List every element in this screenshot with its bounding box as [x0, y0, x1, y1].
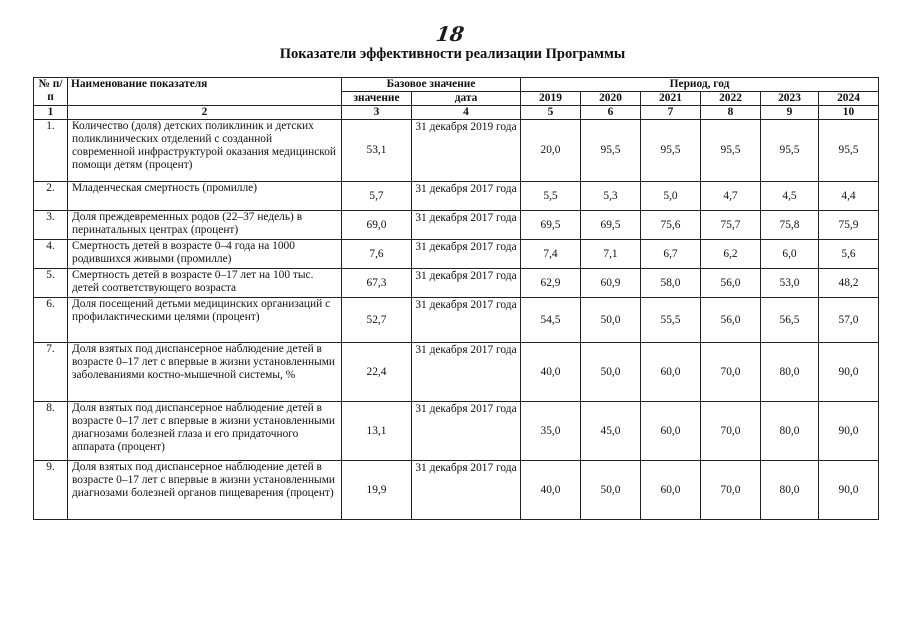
year-value: 40,0	[521, 343, 581, 402]
column-number: 9	[761, 106, 819, 120]
row-number: 7.	[34, 343, 68, 402]
year-value: 40,0	[521, 461, 581, 520]
column-number: 10	[819, 106, 879, 120]
year-value: 50,0	[581, 343, 641, 402]
base-value: 69,0	[342, 211, 412, 240]
base-value: 67,3	[342, 269, 412, 298]
base-date: 31 декабря 2017 года	[412, 240, 521, 269]
year-value: 95,5	[641, 120, 701, 182]
base-date: 31 декабря 2017 года	[412, 461, 521, 520]
base-value: 52,7	[342, 298, 412, 343]
year-value: 4,5	[761, 182, 819, 211]
column-number: 3	[342, 106, 412, 120]
header-base: Базовое значение	[342, 78, 521, 92]
year-value: 75,7	[701, 211, 761, 240]
row-number: 4.	[34, 240, 68, 269]
year-value: 5,0	[641, 182, 701, 211]
base-value: 7,6	[342, 240, 412, 269]
year-value: 57,0	[819, 298, 879, 343]
year-value: 55,5	[641, 298, 701, 343]
indicator-name: Количество (доля) детских поликлиник и детских поликлинических отделений с созданной современной инфраструктурой оказания медицинской помощи детям (процент)	[68, 120, 342, 182]
table-row	[34, 120, 879, 182]
table-row	[34, 269, 879, 298]
header-base-value: значение	[342, 92, 412, 106]
indicator-name: Доля взятых под диспансерное наблюдение детей в возрасте 0–17 лет с впервые в жизни установленными диагнозами болезней глаза и его придаточного аппарата (процент)	[68, 402, 342, 461]
year-value: 75,8	[761, 211, 819, 240]
table-row	[34, 240, 879, 269]
year-value: 7,1	[581, 240, 641, 269]
year-value: 4,4	[819, 182, 879, 211]
base-value: 13,1	[342, 402, 412, 461]
page-number: 18	[434, 22, 466, 46]
year-value: 70,0	[701, 402, 761, 461]
year-value: 60,0	[641, 461, 701, 520]
base-value: 5,7	[342, 182, 412, 211]
document-title: Показатели эффективности реализации Программы	[279, 46, 626, 62]
year-value: 5,5	[521, 182, 581, 211]
year-value: 60,0	[641, 343, 701, 402]
year-value: 4,7	[701, 182, 761, 211]
row-number: 1.	[34, 120, 68, 182]
indicator-name: Доля преждевременных родов (22–37 недель) в перинатальных центрах (процент)	[68, 211, 342, 240]
year-value: 53,0	[761, 269, 819, 298]
year-value: 54,5	[521, 298, 581, 343]
year-value: 95,5	[701, 120, 761, 182]
base-date: 31 декабря 2017 года	[412, 402, 521, 461]
year-value: 56,5	[761, 298, 819, 343]
header-year: 2024	[819, 92, 879, 106]
table-row	[34, 298, 879, 343]
indicator-name: Смертность детей в возрасте 0–4 года на 1000 родившихся живыми (промилле)	[68, 240, 342, 269]
column-number: 1	[34, 106, 68, 120]
table-row	[34, 402, 879, 461]
year-value: 80,0	[761, 461, 819, 520]
year-value: 69,5	[581, 211, 641, 240]
row-number: 5.	[34, 269, 68, 298]
base-date: 31 декабря 2017 года	[412, 182, 521, 211]
year-value: 62,9	[521, 269, 581, 298]
column-number: 6	[581, 106, 641, 120]
indicator-name: Смертность детей в возрасте 0–17 лет на 100 тыс. детей соответствующего возраста	[68, 269, 342, 298]
year-value: 70,0	[701, 343, 761, 402]
base-date: 31 декабря 2019 года	[412, 120, 521, 182]
row-number: 6.	[34, 298, 68, 343]
header-num: № п/п	[34, 78, 68, 106]
year-value: 90,0	[819, 402, 879, 461]
year-value: 95,5	[581, 120, 641, 182]
year-value: 75,9	[819, 211, 879, 240]
column-number: 8	[701, 106, 761, 120]
year-value: 95,5	[761, 120, 819, 182]
header-year: 2021	[641, 92, 701, 106]
base-date: 31 декабря 2017 года	[412, 269, 521, 298]
base-date: 31 декабря 2017 года	[412, 298, 521, 343]
header-year: 2020	[581, 92, 641, 106]
year-value: 90,0	[819, 461, 879, 520]
base-date: 31 декабря 2017 года	[412, 211, 521, 240]
year-value: 45,0	[581, 402, 641, 461]
year-value: 70,0	[701, 461, 761, 520]
base-value: 53,1	[342, 120, 412, 182]
table-body	[34, 120, 879, 520]
year-value: 50,0	[581, 298, 641, 343]
base-date: 31 декабря 2017 года	[412, 343, 521, 402]
column-number: 2	[68, 106, 342, 120]
indicator-name: Доля взятых под диспансерное наблюдение детей в возрасте 0–17 лет с впервые в жизни установленными заболеваниями костно-мышечной системы, %	[68, 343, 342, 402]
year-value: 20,0	[521, 120, 581, 182]
header-base-date: дата	[412, 92, 521, 106]
header-name: Наименование показателя	[68, 78, 342, 106]
column-number: 7	[641, 106, 701, 120]
year-value: 58,0	[641, 269, 701, 298]
year-value: 5,3	[581, 182, 641, 211]
indicator-name: Доля взятых под диспансерное наблюдение детей в возрасте 0–17 лет с впервые в жизни установленными диагнозами болезней органов пищеварения (процент)	[68, 461, 342, 520]
year-value: 7,4	[521, 240, 581, 269]
year-value: 90,0	[819, 343, 879, 402]
column-number: 5	[521, 106, 581, 120]
row-number: 9.	[34, 461, 68, 520]
row-number: 3.	[34, 211, 68, 240]
table-header	[34, 78, 879, 120]
header-year: 2023	[761, 92, 819, 106]
indicators-table	[33, 77, 879, 520]
table-row	[34, 461, 879, 520]
table-row	[34, 211, 879, 240]
header-year: 2019	[521, 92, 581, 106]
header-year: 2022	[701, 92, 761, 106]
year-value: 35,0	[521, 402, 581, 461]
year-value: 6,0	[761, 240, 819, 269]
year-value: 50,0	[581, 461, 641, 520]
year-value: 75,6	[641, 211, 701, 240]
year-value: 60,9	[581, 269, 641, 298]
base-value: 19,9	[342, 461, 412, 520]
indicator-name: Младенческая смертность (промилле)	[68, 182, 342, 211]
year-value: 6,7	[641, 240, 701, 269]
table-row	[34, 182, 879, 211]
year-value: 56,0	[701, 298, 761, 343]
header-period: Период, год	[521, 78, 879, 92]
indicator-name: Доля посещений детьми медицинских организаций с профилактическими целями (процент)	[68, 298, 342, 343]
year-value: 5,6	[819, 240, 879, 269]
year-value: 80,0	[761, 402, 819, 461]
base-value: 22,4	[342, 343, 412, 402]
year-value: 69,5	[521, 211, 581, 240]
year-value: 48,2	[819, 269, 879, 298]
year-value: 60,0	[641, 402, 701, 461]
column-number: 4	[412, 106, 521, 120]
year-value: 56,0	[701, 269, 761, 298]
year-value: 6,2	[701, 240, 761, 269]
table-row	[34, 343, 879, 402]
row-number: 2.	[34, 182, 68, 211]
row-number: 8.	[34, 402, 68, 461]
year-value: 80,0	[761, 343, 819, 402]
year-value: 95,5	[819, 120, 879, 182]
